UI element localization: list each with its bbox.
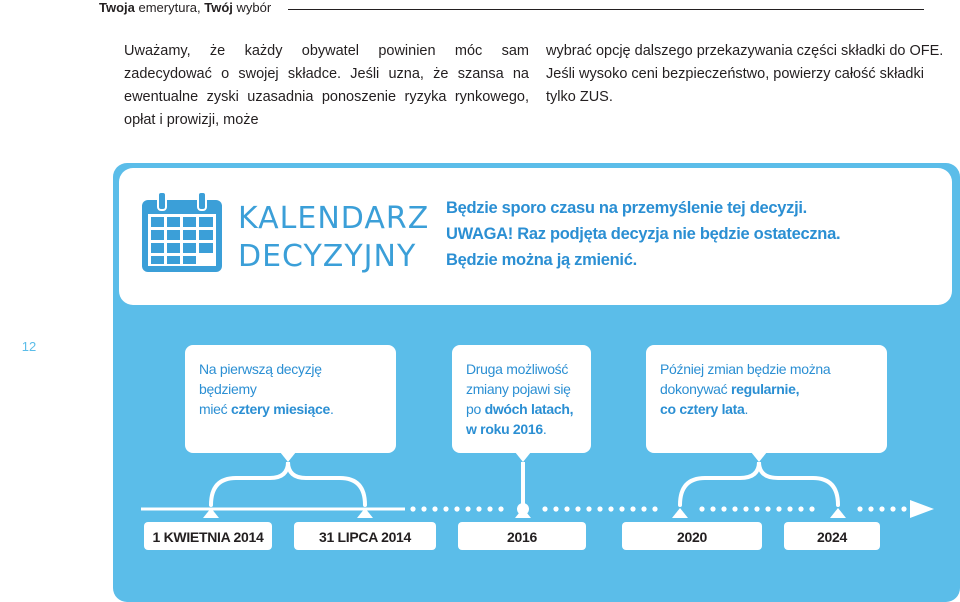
note2-line3-plain: po (466, 401, 485, 417)
calendar-title-line2: DECYZYJNY (238, 239, 417, 274)
header-suffix: wybór (232, 0, 272, 15)
note2-line3-bold: dwóch latach, (484, 401, 574, 417)
header-bold-prefix: Twoja (99, 0, 135, 15)
date-2016: 2016 (458, 522, 586, 550)
note3-line3-bold: co cztery lata (660, 401, 745, 417)
note3-line1: Później zmian będzie można (660, 361, 831, 377)
page-number: 12 (0, 334, 58, 360)
note1-line2-plain: mieć (199, 401, 231, 417)
note3-pointer (751, 452, 767, 462)
brace-note1 (211, 462, 365, 505)
note2-line1: Druga możliwość (466, 361, 569, 377)
calendar-text-line3: Będzie można ją zmienić. (446, 251, 637, 269)
note1-line2-end: . (329, 401, 334, 417)
header-middle: emerytura, (134, 0, 205, 15)
brace-note3 (680, 462, 838, 505)
note2-line2: zmiany pojawi się (466, 381, 571, 397)
note1-line2-bold: cztery miesiące (230, 401, 330, 417)
note2-line4-end: . (542, 421, 547, 437)
date-1-kwietnia-2014: 1 KWIETNIA 2014 (144, 522, 272, 550)
header-bold-mid: Twój (204, 0, 233, 15)
note1-pointer (280, 452, 296, 462)
marker-dot-3 (517, 503, 529, 515)
date-31-lipca-2014: 31 LIPCA 2014 (294, 522, 436, 550)
note2-pointer (515, 452, 531, 462)
timeline-dots (410, 506, 906, 511)
calendar-text-line1: Będzie sporo czasu na przemyślenie tej decyzji. (446, 199, 807, 217)
intro-left-text: Uważamy, że każdy obywatel powinien móc sam zadecydować o swojej składce. Jeśli uzna, że szansa na ewentualne zyski uzasadnia ponoszenie ryzyka rynkowego, opłat i prowizji, może (124, 43, 529, 128)
marker-5 (830, 508, 846, 518)
calendar-text-line2: UWAGA! Raz podjęta decyzja nie będzie ostateczna. (446, 225, 841, 243)
calendar-title-line1: KALENDARZ (238, 201, 430, 236)
timeline-arrow-head (910, 500, 934, 518)
marker-4 (672, 508, 688, 518)
date-2020: 2020 (622, 522, 762, 550)
note3-line2-bold: regularnie, (730, 381, 800, 397)
note2-line4-bold: w roku 2016 (466, 421, 543, 437)
note1-line1: Na pierwszą decyzję będziemy (199, 361, 322, 397)
date-2024: 2024 (784, 522, 880, 550)
note3-line2-plain: dokonywać (660, 381, 731, 397)
intro-right-text: wybrać opcję dalszego przekazywania części składki do OFE. Jeśli wysoko ceni bezpieczeństwo, powierzy całość składki tylko ZUS. (546, 43, 944, 105)
note3-line3-end: . (744, 401, 749, 417)
